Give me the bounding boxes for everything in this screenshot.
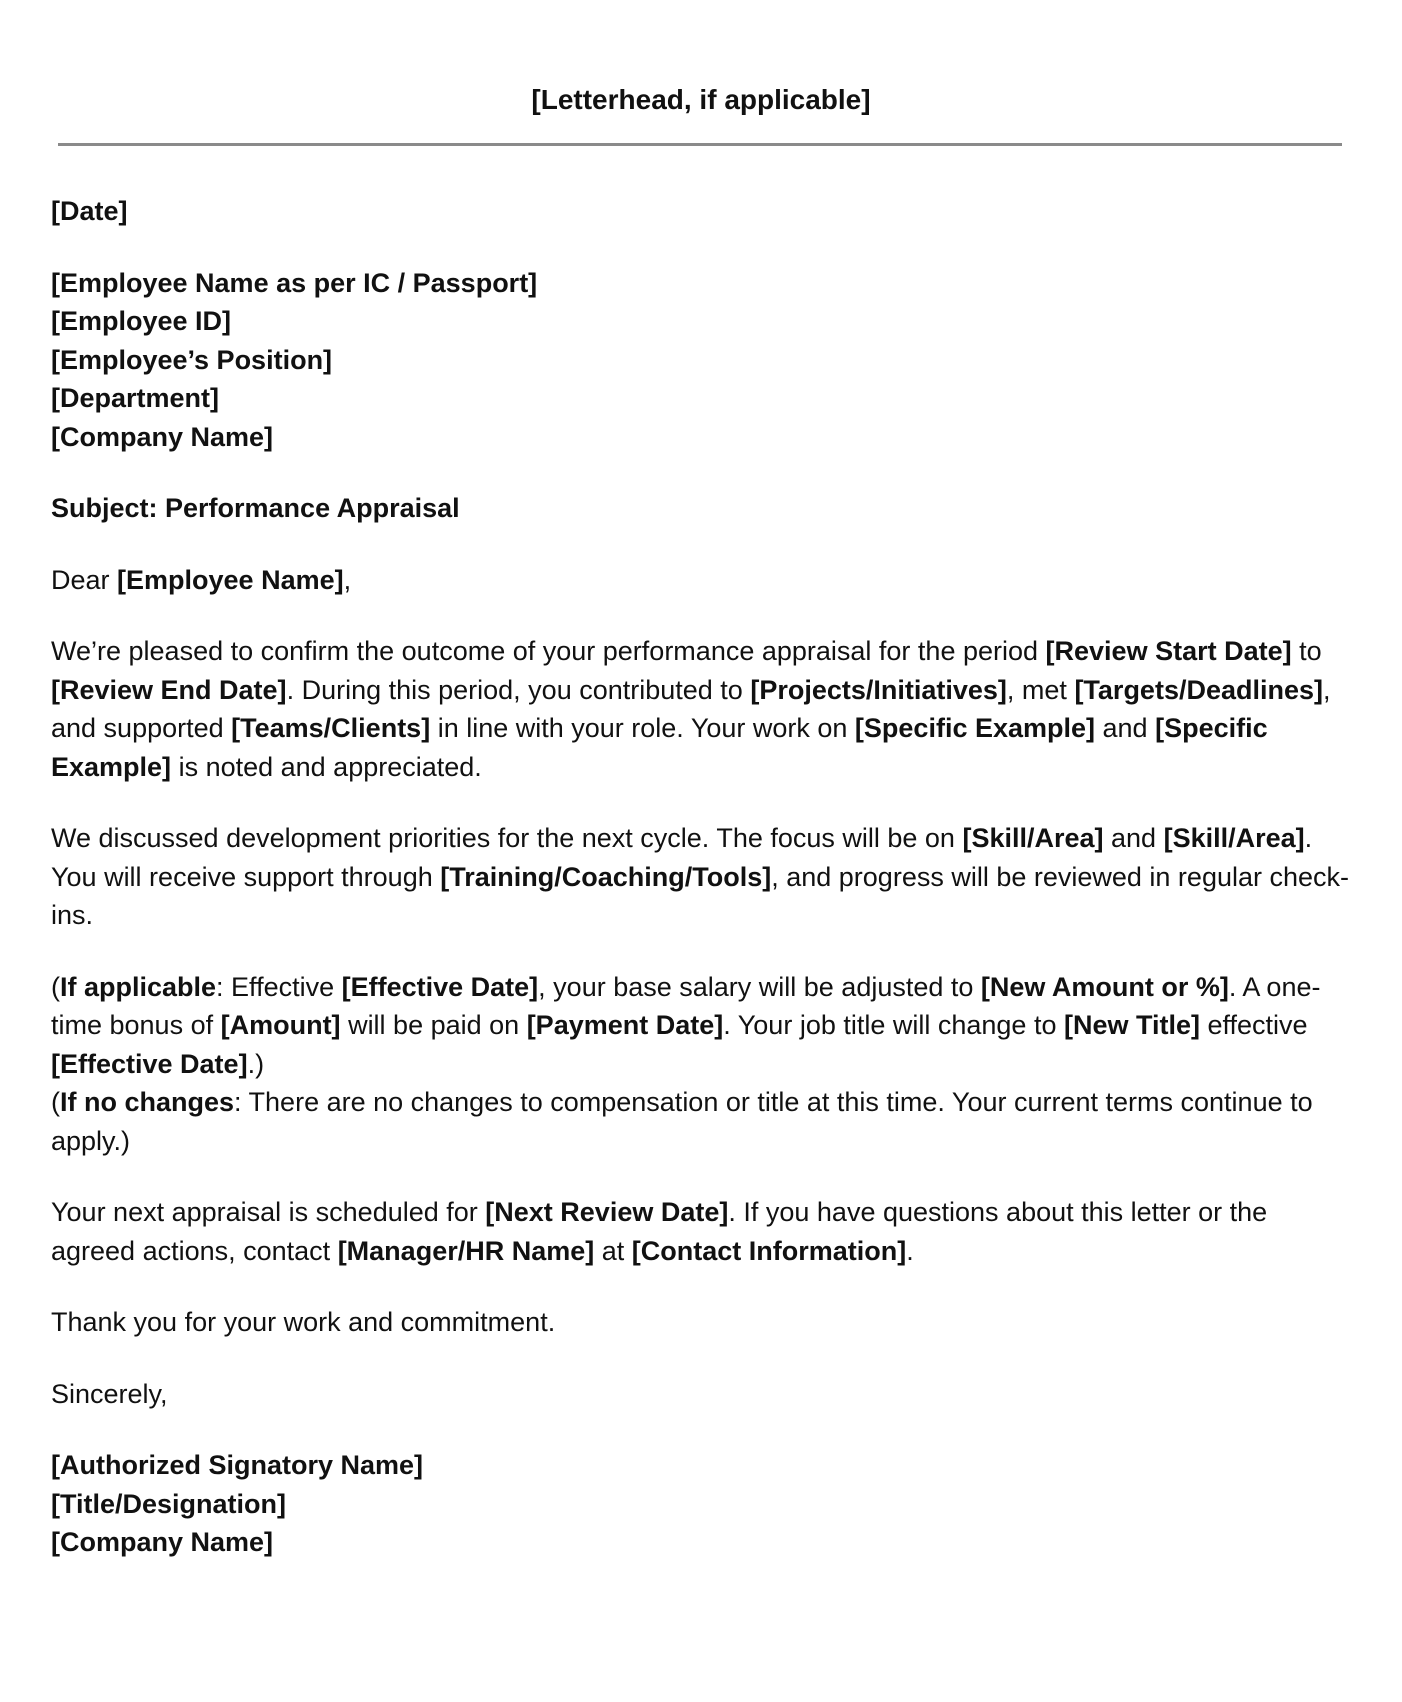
letterhead: [Letterhead, if applicable] [531, 84, 871, 115]
p3-label: If applicable [60, 971, 217, 1002]
p1-placeholder: [Teams/Clients] [231, 713, 431, 743]
p1-text: in line with your role. Your work on [430, 713, 855, 743]
p1-placeholder: [Targets/Deadlines] [1074, 674, 1324, 705]
thanks-line: Thank you for your work and commitment. [51, 1307, 556, 1337]
p3-text: .) [247, 1048, 265, 1079]
salutation-name: [Employee Name] [117, 564, 344, 595]
p3-placeholder: [New Amount or %] [980, 971, 1229, 1002]
p3-text: : Effective [216, 971, 342, 1002]
p2-text: and [1103, 823, 1164, 853]
letter-date [51, 192, 1351, 231]
p5-placeholder: [Next Review Date] [485, 1197, 729, 1227]
signature-block [51, 1446, 1351, 1562]
p3-text: will be paid on [340, 1010, 527, 1040]
signatory-title: [Title/Designation] [51, 1488, 287, 1519]
p1-text: We’re pleased to confirm the outcome of your performance appraisal for the period [51, 636, 1046, 666]
recipient-department: [Department] [51, 383, 220, 413]
salutation-suffix: , [343, 564, 352, 595]
p5-placeholder: [Contact Information] [631, 1235, 907, 1266]
p1-placeholder: [Review Start Date] [1045, 636, 1292, 666]
p5-text: . If you have questions about this letter or the agreed actions, contact [51, 1197, 1268, 1266]
p2-text: . You will receive support through [51, 823, 1313, 892]
p1-placeholder: [Specific Example] [854, 713, 1096, 743]
p4-label: If no changes [60, 1087, 235, 1117]
p2-placeholder: [Skill/Area] [962, 823, 1104, 853]
subject-text: Subject: Performance Appraisal [51, 493, 460, 523]
recipient-company: [Company Name] [51, 421, 274, 452]
p3-text: . Your job title will change to [723, 1010, 1064, 1040]
p5-text: . [906, 1235, 914, 1266]
date-placeholder: [Date] [51, 196, 128, 226]
paragraph-appraisal-outcome [51, 632, 1351, 786]
p1-text: , met [1006, 674, 1075, 705]
p1-text: and [1095, 713, 1156, 743]
paragraph-if-applicable [51, 968, 1351, 1084]
paragraph-if-no-changes [51, 1083, 1351, 1160]
p4-text: ( [51, 1087, 60, 1117]
p3-placeholder: [Amount] [220, 1010, 341, 1040]
p5-text: Your next appraisal is scheduled for [51, 1197, 486, 1227]
p3-text: . A one-time bonus of [51, 971, 1321, 1040]
closing-line: Sincerely, [51, 1378, 168, 1409]
salutation-prefix: Dear [51, 564, 118, 595]
p3-placeholder: [Effective Date] [51, 1048, 248, 1079]
paragraph-next-appraisal [51, 1193, 1351, 1270]
p2-text: We discussed development priorities for the next cycle. The focus will be on [51, 823, 963, 853]
letterhead-divider [58, 143, 1342, 146]
p2-placeholder: [Training/Coaching/Tools] [440, 861, 772, 892]
p1-text: to [1291, 636, 1322, 666]
p3-text: , your base salary will be adjusted to [538, 971, 981, 1002]
signatory-name: [Authorized Signatory Name] [51, 1450, 424, 1480]
p3-text: ( [51, 971, 60, 1002]
p1-placeholder: [Specific Example] [51, 713, 1268, 782]
recipient-position: [Employee’s Position] [51, 344, 333, 375]
p5-placeholder: [Manager/HR Name] [337, 1235, 595, 1266]
p1-text: is noted and appreciated. [171, 751, 482, 782]
salutation [51, 561, 1351, 600]
p3-placeholder: [Payment Date] [526, 1010, 724, 1040]
letter-body [51, 192, 1351, 1562]
p1-placeholder: [Projects/Initiatives] [750, 674, 1007, 705]
recipient-id: [Employee ID] [51, 306, 232, 336]
p1-text: . During this period, you contributed to [286, 674, 751, 705]
p4-text: : There are no changes to compensation or title at this time. Your current terms continue to apply.) [51, 1087, 1313, 1156]
p5-text: at [594, 1235, 632, 1266]
subject-line [51, 489, 1351, 528]
p2-text: , and progress will be reviewed in regular check-ins. [51, 861, 1350, 930]
recipient-name: [Employee Name as per IC / Passport] [51, 267, 538, 298]
p3-placeholder: [Effective Date] [341, 971, 539, 1002]
recipient-block [51, 264, 1351, 457]
p3-text: effective [1199, 1010, 1308, 1040]
p1-text: , and supported [51, 674, 1331, 743]
paragraph-development [51, 819, 1351, 935]
p2-placeholder: [Skill/Area] [1163, 823, 1305, 853]
signatory-company: [Company Name] [51, 1527, 274, 1557]
p3-placeholder: [New Title] [1063, 1010, 1200, 1040]
p1-placeholder: [Review End Date] [51, 674, 287, 705]
